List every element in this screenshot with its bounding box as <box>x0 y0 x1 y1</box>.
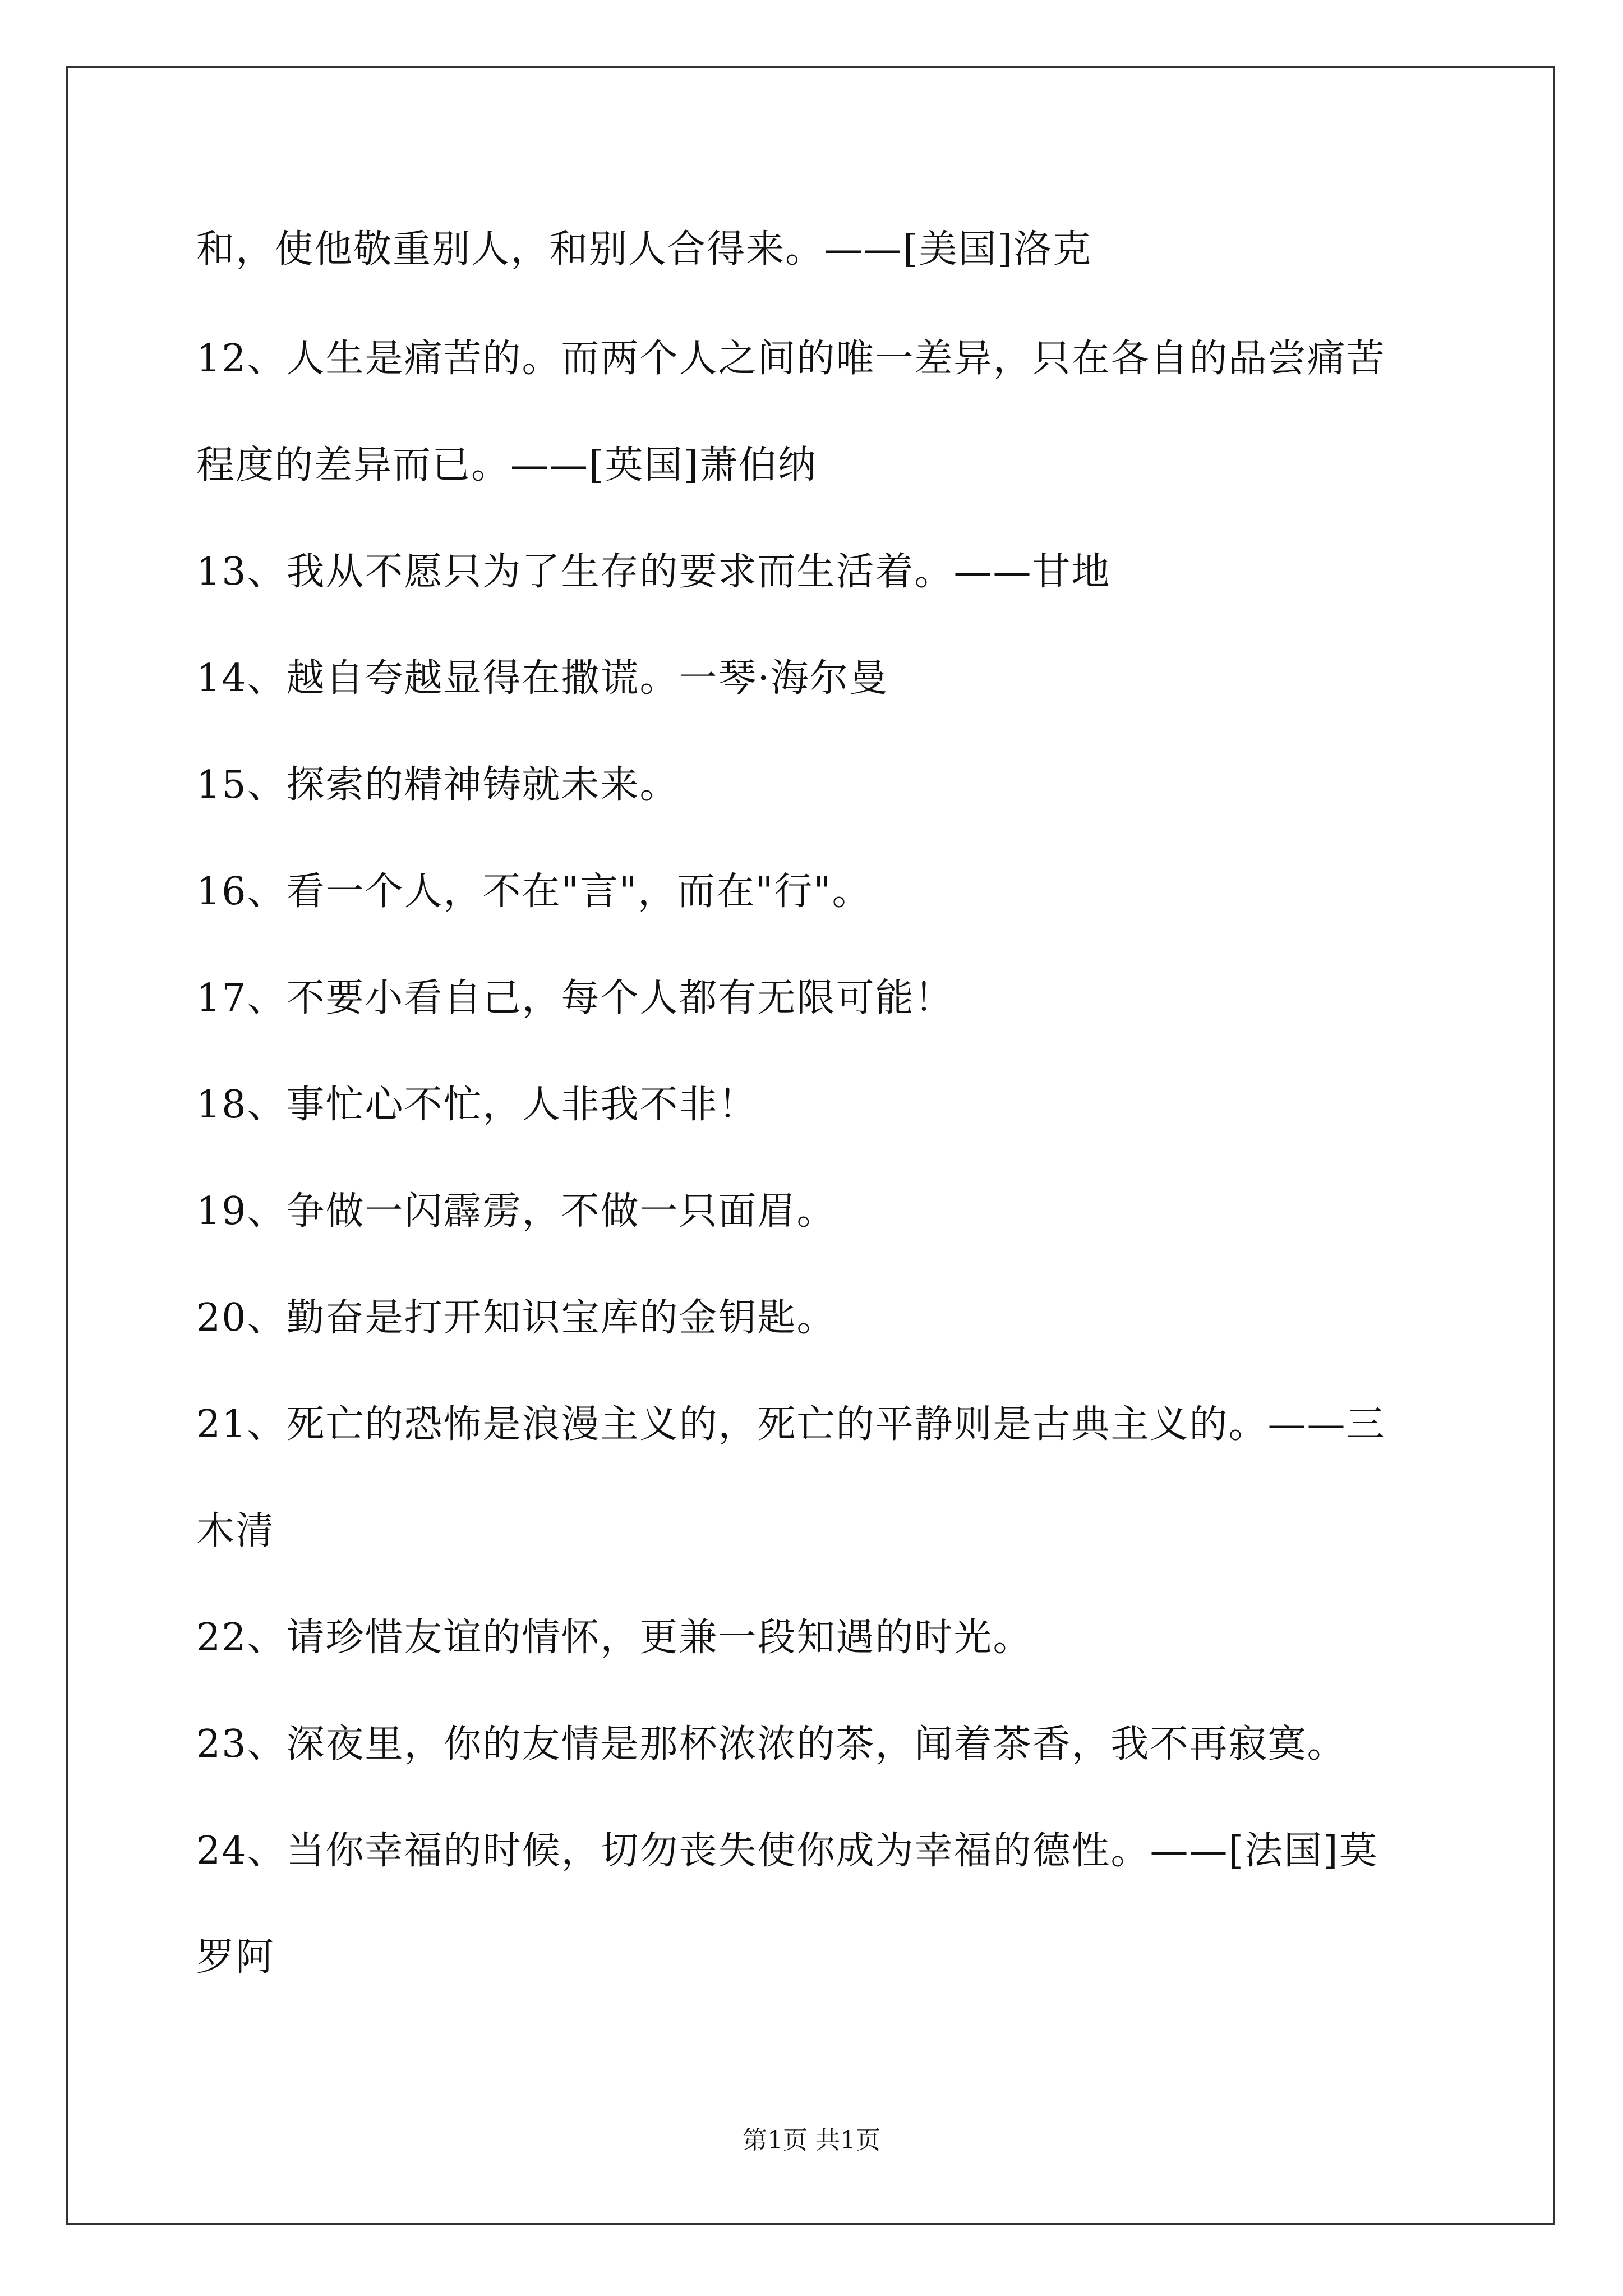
text-line: 程度的差异而已。——[英国]萧伯纳 <box>196 443 818 487</box>
page-border <box>66 66 1555 2225</box>
text-line: 15、探索的精神铸就未来。 <box>196 763 679 807</box>
text-line: 17、不要小看自己，每个人都有无限可能！ <box>196 976 954 1020</box>
text-line: 21、死亡的恐怖是浪漫主义的，死亡的平静则是古典主义的。——三 <box>196 1402 1386 1447</box>
text-line: 22、请珍惜友谊的情怀，更兼一段知遇的时光。 <box>196 1616 1032 1660</box>
page-number-footer: 第1页 共1页 <box>743 2126 880 2155</box>
text-line: 18、事忙心不忙，人非我不非！ <box>196 1083 758 1127</box>
text-line: 罗阿 <box>196 1935 275 1980</box>
text-line: 23、深夜里，你的友情是那杯浓浓的茶，闻着茶香，我不再寂寞。 <box>196 1722 1347 1766</box>
text-line: 13、我从不愿只为了生存的要求而生活着。——甘地 <box>196 550 1111 594</box>
text-line: 木清 <box>196 1509 275 1553</box>
text-line: 24、当你幸福的时候，切勿丧失使你成为幸福的德性。——[法国]莫 <box>196 1829 1378 1873</box>
text-line: 19、争做一闪霹雳，不做一只面眉。 <box>196 1189 836 1234</box>
text-line: 16、看一个人，不在"言"，而在"行"。 <box>196 869 872 914</box>
text-line: 12、人生是痛苦的。而两个人之间的唯一差异，只在各自的品尝痛苦 <box>196 337 1386 381</box>
text-line: 14、越自夸越显得在撒谎。一琴·海尔曼 <box>196 656 889 701</box>
text-line: 和，使他敬重别人，和别人合得来。——[美国]洛克 <box>196 227 1092 272</box>
text-line: 20、勤奋是打开知识宝库的金钥匙。 <box>196 1296 836 1340</box>
